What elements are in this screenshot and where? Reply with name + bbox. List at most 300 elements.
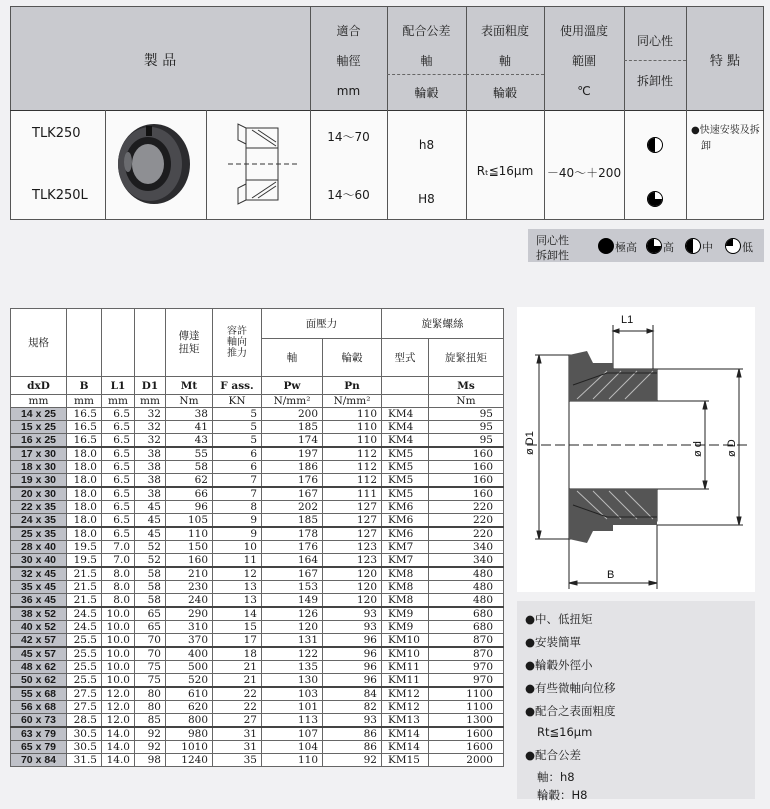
value-cell: 62 xyxy=(166,474,213,488)
value-cell: 112 xyxy=(323,461,382,474)
value-cell: 620 xyxy=(166,701,213,714)
value-cell: 680 xyxy=(429,607,504,621)
header-axial-thrust: 容許 軸向 推力 xyxy=(213,309,262,377)
value-cell: 22 xyxy=(213,687,262,701)
label-b: B xyxy=(607,569,615,581)
value-cell: 6 xyxy=(213,461,262,474)
value-cell: 127 xyxy=(323,501,382,514)
value-cell: 230 xyxy=(166,581,213,594)
value-cell: 126 xyxy=(262,607,323,621)
size-cell: 56 x 68 xyxy=(11,701,67,714)
value-cell: KM10 xyxy=(382,634,429,648)
value-cell: 45 xyxy=(135,501,166,514)
value-cell: 149 xyxy=(262,594,323,608)
size-cell: 60 x 73 xyxy=(11,714,67,728)
value-cell: 27.5 xyxy=(67,687,102,701)
value-cell: 96 xyxy=(323,661,382,674)
size-cell: 28 x 40 xyxy=(11,541,67,554)
value-cell: 110 xyxy=(166,527,213,541)
feature-item: ●輪轂外徑小 xyxy=(525,658,593,672)
size-cell: 50 x 62 xyxy=(11,674,67,688)
roughness-value: Rₜ≦16μm xyxy=(476,164,534,178)
value-cell: 520 xyxy=(166,674,213,688)
size-cell: 32 x 45 xyxy=(11,567,67,581)
value-cell: 14.0 xyxy=(102,727,135,741)
sym-mt: Mt xyxy=(166,377,213,395)
value-cell: KM12 xyxy=(382,687,429,701)
value-cell: 153 xyxy=(262,581,323,594)
value-cell: 8.0 xyxy=(102,581,135,594)
half-circle-icon xyxy=(647,137,663,153)
value-cell: 480 xyxy=(429,567,504,581)
value-cell: 500 xyxy=(166,661,213,674)
value-cell: 160 xyxy=(429,474,504,488)
value-cell: 120 xyxy=(323,581,382,594)
value-cell: 6.5 xyxy=(102,487,135,501)
header-blank-b xyxy=(67,309,102,377)
size-cell: 14 x 25 xyxy=(11,408,67,421)
value-cell: 111 xyxy=(323,487,382,501)
value-cell: 58 xyxy=(135,581,166,594)
value-cell: KM8 xyxy=(382,567,429,581)
feature-item: ●安裝簡單 xyxy=(525,635,582,649)
value-cell: 135 xyxy=(262,661,323,674)
value-cell: 10.0 xyxy=(102,621,135,634)
value-cell: 14.0 xyxy=(102,741,135,754)
feature-shaft-tol: 軸：h8 xyxy=(537,770,575,784)
value-cell: 7.0 xyxy=(102,541,135,554)
value-cell: 18.0 xyxy=(67,501,102,514)
value-cell: 30.5 xyxy=(67,741,102,754)
value-cell: 21.5 xyxy=(67,581,102,594)
value-cell: 160 xyxy=(429,461,504,474)
value-cell: 21.5 xyxy=(67,567,102,581)
value-cell: 174 xyxy=(262,434,323,448)
three-quarter-circle-icon xyxy=(646,238,662,254)
label-small-d: ø d xyxy=(692,441,704,457)
value-cell: KM14 xyxy=(382,741,429,754)
value-cell: KM6 xyxy=(382,514,429,528)
value-cell: 38 xyxy=(135,461,166,474)
value-cell: 30.5 xyxy=(67,727,102,741)
value-cell: 9 xyxy=(213,527,262,541)
header-tolerance-shaft: 軸 xyxy=(420,54,433,68)
legend-medium: 中 xyxy=(702,241,713,254)
table-row xyxy=(11,527,504,541)
size-cell: 42 x 57 xyxy=(11,634,67,648)
value-cell: 41 xyxy=(166,421,213,434)
value-cell: 120 xyxy=(262,621,323,634)
header-tolerance: 配合公差 xyxy=(402,24,451,38)
value-cell: 93 xyxy=(323,607,382,621)
value-cell: 6.5 xyxy=(102,421,135,434)
table-row xyxy=(11,461,504,474)
value-cell: 52 xyxy=(135,554,166,568)
value-cell: 1600 xyxy=(429,727,504,741)
label-l1: L1 xyxy=(621,314,634,326)
header-size: 規格 xyxy=(11,309,67,377)
value-cell: 96 xyxy=(166,501,213,514)
value-cell: 7.0 xyxy=(102,554,135,568)
size-cell: 30 x 40 xyxy=(11,554,67,568)
value-cell: 2000 xyxy=(429,754,504,767)
model-tlk250l: TLK250L xyxy=(32,188,88,203)
value-cell: KM5 xyxy=(382,461,429,474)
value-cell: 24.5 xyxy=(67,621,102,634)
table-row xyxy=(11,621,504,634)
value-cell: 200 xyxy=(262,408,323,421)
value-cell: 35 xyxy=(213,754,262,767)
value-cell: 290 xyxy=(166,607,213,621)
feature-item: ●中、低扭矩 xyxy=(525,612,593,626)
value-cell: KM6 xyxy=(382,527,429,541)
size-cell: 15 x 25 xyxy=(11,421,67,434)
value-cell: 1100 xyxy=(429,687,504,701)
table-row xyxy=(11,754,504,767)
value-cell: 8.0 xyxy=(102,594,135,608)
size-cell: 63 x 79 xyxy=(11,727,67,741)
value-cell: 15 xyxy=(213,621,262,634)
value-cell: 870 xyxy=(429,634,504,648)
value-cell: 7 xyxy=(213,487,262,501)
table-row xyxy=(11,594,504,608)
value-cell: 75 xyxy=(135,661,166,674)
value-cell: 1010 xyxy=(166,741,213,754)
value-cell: 65 xyxy=(135,607,166,621)
value-cell: 38 xyxy=(135,447,166,461)
value-cell: KM5 xyxy=(382,487,429,501)
header-removability: 拆卸性 xyxy=(636,74,673,88)
value-cell: 16.5 xyxy=(67,408,102,421)
table-row xyxy=(11,714,504,728)
value-cell: 167 xyxy=(262,567,323,581)
sym-b: B xyxy=(67,377,102,395)
feature-roughness: Rt≦16μm xyxy=(537,725,593,739)
value-cell: 92 xyxy=(135,727,166,741)
value-cell: 21 xyxy=(213,674,262,688)
unit-cell: Nm xyxy=(429,395,504,408)
value-cell: 18 xyxy=(213,647,262,661)
value-cell: 86 xyxy=(323,741,382,754)
header-temperature-range: 範圍 xyxy=(571,54,596,68)
value-cell: 185 xyxy=(262,421,323,434)
value-cell: 1100 xyxy=(429,701,504,714)
value-cell: 6.5 xyxy=(102,501,135,514)
table-row xyxy=(11,514,504,528)
value-cell: 92 xyxy=(135,741,166,754)
size-cell: 48 x 62 xyxy=(11,661,67,674)
value-cell: 58 xyxy=(166,461,213,474)
sym-l1: L1 xyxy=(102,377,135,395)
header-tolerance-hub: 輪轂 xyxy=(414,86,439,100)
bore-tlk250: 14～70 xyxy=(327,130,370,144)
value-cell: 27 xyxy=(213,714,262,728)
value-cell: 25.5 xyxy=(67,674,102,688)
header-bore-unit: mm xyxy=(336,84,361,98)
unit-cell: mm xyxy=(67,395,102,408)
value-cell: 18.0 xyxy=(67,527,102,541)
unit-cell: N/mm² xyxy=(262,395,323,408)
size-cell: 24 x 35 xyxy=(11,514,67,528)
value-cell: 18.0 xyxy=(67,514,102,528)
value-cell: 58 xyxy=(135,567,166,581)
table-row xyxy=(11,687,504,701)
value-cell: 38 xyxy=(135,487,166,501)
sym-pn: Pn xyxy=(323,377,382,395)
value-cell: 58 xyxy=(135,594,166,608)
value-cell: 70 xyxy=(135,647,166,661)
value-cell: 38 xyxy=(135,474,166,488)
header-pressure-hub: 輪轂 xyxy=(323,339,382,377)
header-product: 製 品 xyxy=(143,53,177,69)
table-row xyxy=(11,727,504,741)
value-cell: 19.5 xyxy=(67,554,102,568)
value-cell: 130 xyxy=(262,674,323,688)
value-cell: 105 xyxy=(166,514,213,528)
value-cell: KM12 xyxy=(382,701,429,714)
header-screw-type: 型式 xyxy=(382,339,429,377)
value-cell: 104 xyxy=(262,741,323,754)
rating-legend xyxy=(528,229,764,262)
value-cell: 202 xyxy=(262,501,323,514)
feature-item: ●配合之表面粗度 xyxy=(525,704,616,718)
value-cell: 95 xyxy=(429,434,504,448)
header-blank-d1 xyxy=(135,309,166,377)
value-cell: 12.0 xyxy=(102,687,135,701)
header-screw: 旋緊螺絲 xyxy=(382,309,504,339)
header-pressure-shaft: 軸 xyxy=(262,339,323,377)
header-temperature-unit: ℃ xyxy=(577,84,591,98)
tolerance-tlk250: h8 xyxy=(418,138,435,152)
value-cell: KM10 xyxy=(382,647,429,661)
value-cell: 43 xyxy=(166,434,213,448)
value-cell: 28.5 xyxy=(67,714,102,728)
value-cell: 10.0 xyxy=(102,607,135,621)
value-cell: KM7 xyxy=(382,554,429,568)
table-row xyxy=(11,487,504,501)
value-cell: 70 xyxy=(135,634,166,648)
feature-tolerance-title: ●配合公差 xyxy=(525,748,582,762)
value-cell: KM11 xyxy=(382,674,429,688)
value-cell: 210 xyxy=(166,567,213,581)
header-features: 特 點 xyxy=(709,54,741,69)
unit-cell: mm xyxy=(102,395,135,408)
header-bore-1: 適合 xyxy=(336,24,361,38)
value-cell: 32 xyxy=(135,421,166,434)
spec-table-body xyxy=(11,408,504,767)
value-cell: 6.5 xyxy=(102,447,135,461)
value-cell: 45 xyxy=(135,514,166,528)
value-cell: 370 xyxy=(166,634,213,648)
sym-d1: D1 xyxy=(135,377,166,395)
value-cell: 5 xyxy=(213,421,262,434)
value-cell: 220 xyxy=(429,527,504,541)
header-bore-2: 軸徑 xyxy=(336,54,361,68)
value-cell: 18.0 xyxy=(67,461,102,474)
table-row xyxy=(11,581,504,594)
value-cell: 103 xyxy=(262,687,323,701)
value-cell: 13 xyxy=(213,594,262,608)
value-cell: 93 xyxy=(323,714,382,728)
value-cell: 6.5 xyxy=(102,527,135,541)
value-cell: 80 xyxy=(135,701,166,714)
unit-cell: Nm xyxy=(166,395,213,408)
sym-fass: F ass. xyxy=(213,377,262,395)
three-quarter-circle-icon xyxy=(647,191,663,207)
value-cell: KM8 xyxy=(382,581,429,594)
value-cell: 66 xyxy=(166,487,213,501)
value-cell: KM11 xyxy=(382,661,429,674)
legend-low: 低 xyxy=(742,241,753,254)
value-cell: 120 xyxy=(323,567,382,581)
value-cell: 980 xyxy=(166,727,213,741)
unit-cell: KN xyxy=(213,395,262,408)
value-cell: 31 xyxy=(213,727,262,741)
full-circle-icon xyxy=(598,238,614,254)
unit-cell: mm xyxy=(11,395,67,408)
value-cell: 12.0 xyxy=(102,714,135,728)
size-cell: 16 x 25 xyxy=(11,434,67,448)
size-cell: 55 x 68 xyxy=(11,687,67,701)
value-cell: 14.0 xyxy=(102,754,135,767)
size-cell: 70 x 84 xyxy=(11,754,67,767)
value-cell: 32 xyxy=(135,408,166,421)
sym-ms: Ms xyxy=(429,377,504,395)
value-cell: 480 xyxy=(429,594,504,608)
value-cell: KM7 xyxy=(382,541,429,554)
table-row xyxy=(11,501,504,514)
value-cell: 178 xyxy=(262,527,323,541)
model-tlk250: TLK250 xyxy=(32,126,81,141)
size-cell: 40 x 52 xyxy=(11,621,67,634)
bore-tlk250l: 14～60 xyxy=(327,188,370,202)
header-temperature: 使用溫度 xyxy=(559,24,608,38)
value-cell: 31 xyxy=(213,741,262,754)
value-cell: 38 xyxy=(166,408,213,421)
value-cell: 12 xyxy=(213,567,262,581)
table-row xyxy=(11,607,504,621)
value-cell: 160 xyxy=(429,447,504,461)
product-overview-table xyxy=(10,6,764,220)
value-cell: 31.5 xyxy=(67,754,102,767)
value-cell: 220 xyxy=(429,514,504,528)
header-screw-torque: 旋緊扭矩 xyxy=(429,339,504,377)
value-cell: 32 xyxy=(135,434,166,448)
value-cell: 96 xyxy=(323,647,382,661)
value-cell: 17 xyxy=(213,634,262,648)
value-cell: KM4 xyxy=(382,434,429,448)
header-roughness-shaft: 軸 xyxy=(498,54,511,68)
unit-cell: N/mm² xyxy=(323,395,382,408)
value-cell: 21 xyxy=(213,661,262,674)
value-cell: 127 xyxy=(323,527,382,541)
value-cell: 400 xyxy=(166,647,213,661)
value-cell: 25.5 xyxy=(67,634,102,648)
value-cell: 123 xyxy=(323,541,382,554)
value-cell: 122 xyxy=(262,647,323,661)
value-cell: 6.5 xyxy=(102,434,135,448)
size-cell: 17 x 30 xyxy=(11,447,67,461)
feature-item: ●有些微軸向位移 xyxy=(525,681,616,695)
value-cell: KM4 xyxy=(382,408,429,421)
value-cell: 5 xyxy=(213,408,262,421)
size-cell: 20 x 30 xyxy=(11,487,67,501)
legend-label-concentricity: 同心性 xyxy=(536,234,569,247)
table-row xyxy=(11,434,504,448)
value-cell: 10.0 xyxy=(102,634,135,648)
value-cell: 107 xyxy=(262,727,323,741)
value-cell: 186 xyxy=(262,461,323,474)
header-roughness: 表面粗度 xyxy=(480,24,529,38)
value-cell: 25.5 xyxy=(67,647,102,661)
value-cell: 1240 xyxy=(166,754,213,767)
half-circle-icon xyxy=(685,238,701,254)
value-cell: 22 xyxy=(213,701,262,714)
table-row xyxy=(11,674,504,688)
size-cell: 22 x 35 xyxy=(11,501,67,514)
value-cell: KM5 xyxy=(382,474,429,488)
value-cell: 13 xyxy=(213,581,262,594)
value-cell: 96 xyxy=(323,674,382,688)
size-cell: 19 x 30 xyxy=(11,474,67,488)
value-cell: 110 xyxy=(262,754,323,767)
value-cell: 127 xyxy=(323,514,382,528)
value-cell: 24.5 xyxy=(67,607,102,621)
value-cell: 800 xyxy=(166,714,213,728)
value-cell: KM15 xyxy=(382,754,429,767)
value-cell: 160 xyxy=(166,554,213,568)
label-big-d: ø D xyxy=(726,439,738,457)
sym-dxd: dxD xyxy=(11,377,67,395)
table-row xyxy=(11,701,504,714)
value-cell: 65 xyxy=(135,621,166,634)
value-cell: 340 xyxy=(429,541,504,554)
value-cell: 45 xyxy=(135,527,166,541)
value-cell: 25.5 xyxy=(67,661,102,674)
temperature-value: －40～＋200 xyxy=(546,166,622,180)
value-cell: 110 xyxy=(323,421,382,434)
legend-very-high: 極高 xyxy=(615,241,637,254)
value-cell: 110 xyxy=(323,408,382,421)
value-cell: 1600 xyxy=(429,741,504,754)
value-cell: 970 xyxy=(429,674,504,688)
header-roughness-hub: 輪轂 xyxy=(492,86,517,100)
value-cell: 610 xyxy=(166,687,213,701)
value-cell: 110 xyxy=(323,434,382,448)
value-cell: 86 xyxy=(323,727,382,741)
size-cell: 45 x 57 xyxy=(11,647,67,661)
sym-blank xyxy=(382,377,429,395)
value-cell: 8.0 xyxy=(102,567,135,581)
header-concentricity: 同心性 xyxy=(636,34,673,48)
value-cell: 123 xyxy=(323,554,382,568)
header-surface-pressure: 面壓力 xyxy=(262,309,382,339)
value-cell: 10.0 xyxy=(102,647,135,661)
value-cell: 112 xyxy=(323,474,382,488)
unit-cell xyxy=(382,395,429,408)
value-cell: 340 xyxy=(429,554,504,568)
value-cell: 11 xyxy=(213,554,262,568)
feature-text-line1: ●快速安裝及拆 xyxy=(691,125,760,136)
value-cell: 240 xyxy=(166,594,213,608)
value-cell: 96 xyxy=(323,634,382,648)
legend-label-removability: 拆卸性 xyxy=(536,249,569,262)
feature-hub-tol: 輪轂：H8 xyxy=(537,788,588,802)
value-cell: 6.5 xyxy=(102,474,135,488)
cross-section-thumbnail xyxy=(208,114,308,216)
value-cell: KM13 xyxy=(382,714,429,728)
size-cell: 18 x 30 xyxy=(11,461,67,474)
